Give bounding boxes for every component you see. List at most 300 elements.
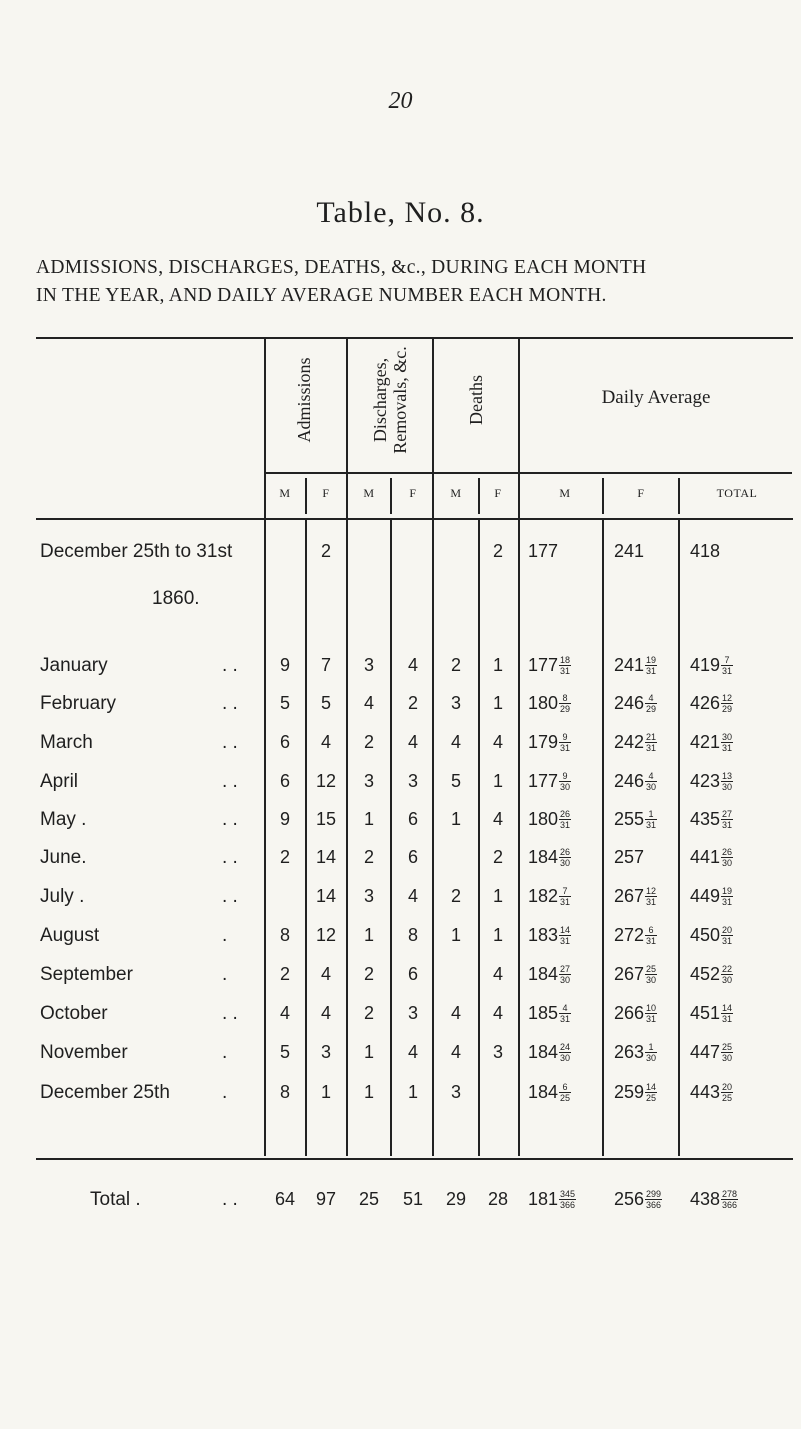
fraction <box>559 847 571 868</box>
denominator: 31 <box>646 665 657 676</box>
denominator: 30 <box>560 974 571 985</box>
row-label: April <box>40 771 79 792</box>
cell-dea-m: 5 <box>450 771 462 791</box>
subhead-deaths-f: F <box>494 486 502 500</box>
whole-part: 246 <box>614 770 645 791</box>
cell-dea-f: 4 <box>492 964 504 984</box>
denominator: 30 <box>722 857 733 868</box>
fraction <box>721 655 733 676</box>
row-label: May . <box>40 809 87 830</box>
denominator: 31 <box>560 819 571 830</box>
whole-part: 418 <box>690 540 721 561</box>
fraction <box>645 1189 662 1210</box>
cell-dea-m: 3 <box>450 693 462 713</box>
whole-part: 438 <box>690 1188 721 1209</box>
fraction <box>559 925 571 946</box>
subhead-daily-m: M <box>559 486 571 500</box>
numerator: 19 <box>646 654 657 665</box>
cell-dea-m: 4 <box>450 1003 462 1023</box>
fraction <box>721 1189 738 1210</box>
numerator: 26 <box>560 808 571 819</box>
row-label: June. <box>40 847 87 868</box>
header-deaths: Deaths <box>466 375 486 425</box>
cell-adm-m: 4 <box>279 1003 291 1023</box>
numerator: 4 <box>645 771 657 782</box>
whole-part: 256 <box>614 1188 645 1209</box>
numerator: 1 <box>645 809 657 820</box>
cell-adm-f: 14 <box>315 886 337 906</box>
whole-part: 450 <box>690 924 721 945</box>
fraction <box>559 693 571 714</box>
avg-t-cell <box>690 1002 733 1024</box>
avg-m-cell <box>528 692 571 714</box>
cell-adm-m: 9 <box>279 809 291 829</box>
row-label: July . <box>40 886 85 907</box>
fraction <box>645 1082 657 1103</box>
denominator: 30 <box>560 857 571 868</box>
avg-m-cell <box>528 885 571 907</box>
whole-part: 184 <box>528 846 559 867</box>
fraction <box>559 1042 571 1063</box>
rule-body-1 <box>264 520 266 1156</box>
header-discharges: Discharges, Removals, &c. <box>370 346 410 454</box>
fraction <box>559 886 571 907</box>
row-leader-dots: . <box>222 964 228 985</box>
row-leader-dots: . . <box>222 655 238 676</box>
denominator: 31 <box>646 896 657 907</box>
cell-dis-f: 3 <box>407 771 419 791</box>
denominator: 25 <box>560 1092 571 1103</box>
numerator: 18 <box>560 654 571 665</box>
row-label: February <box>40 693 117 714</box>
subhead-discharges-f: F <box>409 486 417 500</box>
whole-part: 443 <box>690 1081 721 1102</box>
denominator: 31 <box>722 896 733 907</box>
denominator: 25 <box>722 1092 733 1103</box>
cell-dis-f: 6 <box>407 809 419 829</box>
avg-m-cell <box>528 540 558 562</box>
rule-body-9 <box>678 520 680 1156</box>
denominator: 31 <box>560 665 571 676</box>
cell-dea-m: 2 <box>450 655 462 675</box>
cell-dea-f: 1 <box>492 655 504 675</box>
avg-t-cell <box>690 540 720 562</box>
cell-dea-f: 1 <box>492 771 504 791</box>
numerator: 1 <box>645 1042 657 1053</box>
denominator: 29 <box>646 703 657 714</box>
numerator: 7 <box>559 886 571 897</box>
cell-dea-f: 3 <box>492 1042 504 1062</box>
subhead-daily-f: F <box>637 486 645 500</box>
numerator: 20 <box>722 924 733 935</box>
denominator: 366 <box>646 1199 662 1210</box>
cell-adm-m: 9 <box>279 655 291 675</box>
fraction <box>721 847 733 868</box>
page-number: 20 <box>388 88 413 114</box>
numerator: 26 <box>560 846 571 857</box>
row-leader-dots: . <box>222 925 228 946</box>
denominator: 30 <box>560 781 571 792</box>
cell-adm-f: 12 <box>315 771 337 791</box>
rule-sub-dea <box>478 478 480 514</box>
fraction <box>645 771 657 792</box>
fraction <box>645 1003 657 1024</box>
avg-m-cell <box>528 1002 571 1024</box>
fraction <box>559 1003 571 1024</box>
whole-part: 241 <box>614 654 645 675</box>
row-label: January <box>40 655 108 676</box>
numerator: 299 <box>646 1188 662 1199</box>
cell-adm-m: 2 <box>279 847 291 867</box>
subhead-admissions-f: F <box>322 486 330 500</box>
numerator: 278 <box>722 1188 738 1199</box>
avg-t-cell <box>690 924 733 946</box>
denominator: 30 <box>722 974 733 985</box>
whole-part: 452 <box>690 963 721 984</box>
total-avg_f-cell <box>614 1188 662 1210</box>
cell-adm-m: 5 <box>279 1042 291 1062</box>
denominator: 29 <box>560 703 571 714</box>
denominator: 29 <box>722 703 733 714</box>
cell-adm-f: 14 <box>315 847 337 867</box>
numerator: 14 <box>560 924 571 935</box>
cell-adm-f: 5 <box>320 693 332 713</box>
fraction <box>559 1082 571 1103</box>
denominator: 30 <box>646 781 657 792</box>
cell-dis-m: 2 <box>363 1003 375 1023</box>
cell-dea-f: 4 <box>492 809 504 829</box>
cell-dea-f: 1 <box>492 693 504 713</box>
cell-adm-f: 3 <box>320 1042 332 1062</box>
denominator: 366 <box>722 1199 738 1210</box>
denominator: 31 <box>646 742 657 753</box>
rule-body-2 <box>305 520 307 1156</box>
whole-part: 266 <box>614 1002 645 1023</box>
numerator: 25 <box>722 1041 733 1052</box>
cell-dea-m: 1 <box>450 925 462 945</box>
total-avg_t-cell <box>690 1188 738 1210</box>
total-adm-f: 97 <box>315 1189 337 1209</box>
whole-part: 451 <box>690 1002 721 1023</box>
cell-adm-m: 8 <box>279 925 291 945</box>
whole-part: 242 <box>614 731 645 752</box>
fraction <box>721 771 733 792</box>
avg-f-cell <box>614 1002 657 1024</box>
whole-part: 177 <box>528 540 559 561</box>
numerator: 9 <box>559 771 571 782</box>
cell-dis-m: 1 <box>363 1042 375 1062</box>
avg-m-cell <box>528 924 571 946</box>
denominator: 25 <box>646 1092 657 1103</box>
avg-f-cell <box>614 846 644 868</box>
row-label: March <box>40 732 93 753</box>
whole-part: 272 <box>614 924 645 945</box>
fraction <box>645 925 657 946</box>
avg-t-cell <box>690 1081 733 1103</box>
avg-f-cell <box>614 808 657 830</box>
avg-t-cell <box>690 654 733 676</box>
avg-f-cell <box>614 963 657 985</box>
cell-dis-f: 4 <box>407 886 419 906</box>
numerator: 24 <box>560 1041 571 1052</box>
numerator: 19 <box>722 885 733 896</box>
cell-adm-f: 2 <box>320 541 332 561</box>
denominator: 30 <box>722 1052 733 1063</box>
denominator: 30 <box>722 781 733 792</box>
fraction <box>645 964 657 985</box>
numerator: 7 <box>721 655 733 666</box>
whole-part: 449 <box>690 885 721 906</box>
subhead-deaths-m: M <box>450 486 462 500</box>
avg-f-cell <box>614 770 657 792</box>
whole-part: 447 <box>690 1041 721 1062</box>
avg-m-cell <box>528 846 571 868</box>
numerator: 27 <box>560 963 571 974</box>
numerator: 13 <box>722 770 733 781</box>
cell-dis-m: 2 <box>363 847 375 867</box>
avg-t-cell <box>690 770 733 792</box>
whole-part: 421 <box>690 731 721 752</box>
table-subtitle-line-2: IN THE YEAR, AND DAILY AVERAGE NUMBER EACH MONTH. <box>36 285 607 306</box>
cell-dea-f: 2 <box>492 541 504 561</box>
cell-dis-m: 2 <box>363 732 375 752</box>
rule-sub-adm <box>305 478 307 514</box>
fraction <box>559 964 571 985</box>
table-title: Table, No. 8. <box>316 196 485 229</box>
cell-dis-f: 1 <box>407 1082 419 1102</box>
total-label: Total . <box>90 1189 141 1210</box>
whole-part: 441 <box>690 846 721 867</box>
cell-adm-m: 8 <box>279 1082 291 1102</box>
cell-adm-f: 7 <box>320 655 332 675</box>
cell-dea-f: 4 <box>492 1003 504 1023</box>
rule-header-bottom <box>264 472 792 474</box>
numerator: 10 <box>646 1002 657 1013</box>
cell-adm-f: 4 <box>320 1003 332 1023</box>
cell-dea-m: 2 <box>450 886 462 906</box>
cell-dis-m: 4 <box>363 693 375 713</box>
numerator: 26 <box>722 846 733 857</box>
cell-dis-m: 2 <box>363 964 375 984</box>
fraction <box>559 655 571 676</box>
rule-body-3 <box>346 520 348 1156</box>
rule-col-admissions-left <box>264 338 266 518</box>
denominator: 31 <box>722 819 733 830</box>
whole-part: 181 <box>528 1188 559 1209</box>
row-label-year: 1860. <box>152 588 200 609</box>
fraction <box>645 693 657 714</box>
rule-col-daily-left <box>518 338 520 518</box>
row-label: September <box>40 964 133 985</box>
numerator: 4 <box>559 1003 571 1014</box>
fraction <box>645 1042 657 1063</box>
row-label: December 25th to 31st <box>40 541 233 562</box>
fraction <box>559 1189 576 1210</box>
numerator: 14 <box>722 1002 733 1013</box>
table-subtitle-line-1: ADMISSIONS, DISCHARGES, DEATHS, &c., DURING EACH MONTH <box>36 257 647 278</box>
whole-part: 255 <box>614 808 645 829</box>
whole-part: 180 <box>528 692 559 713</box>
numerator: 21 <box>646 731 657 742</box>
avg-f-cell <box>614 654 657 676</box>
cell-adm-f: 4 <box>320 964 332 984</box>
rule-body-8 <box>602 520 604 1156</box>
cell-dis-m: 3 <box>363 886 375 906</box>
rule-col-deaths-left <box>432 338 434 518</box>
cell-dis-m: 1 <box>363 925 375 945</box>
rule-body-4 <box>390 520 392 1156</box>
cell-dea-m: 3 <box>450 1082 462 1102</box>
cell-dis-m: 1 <box>363 809 375 829</box>
fraction <box>559 771 571 792</box>
cell-dea-f: 4 <box>492 732 504 752</box>
header-admissions: Admissions <box>294 357 314 443</box>
cell-adm-f: 12 <box>315 925 337 945</box>
cell-dis-f: 8 <box>407 925 419 945</box>
avg-t-cell <box>690 692 733 714</box>
whole-part: 423 <box>690 770 721 791</box>
avg-f-cell <box>614 540 644 562</box>
avg-t-cell <box>690 731 733 753</box>
avg-m-cell <box>528 1081 571 1103</box>
numerator: 20 <box>722 1081 733 1092</box>
denominator: 31 <box>722 1013 733 1024</box>
avg-t-cell <box>690 1041 733 1063</box>
row-leader-dots: . . <box>222 693 238 714</box>
avg-f-cell <box>614 1081 657 1103</box>
rule-sub-avg-ft <box>678 478 680 514</box>
whole-part: 241 <box>614 540 645 561</box>
whole-part: 267 <box>614 963 645 984</box>
rule-body-5 <box>432 520 434 1156</box>
total-dea-f: 28 <box>487 1189 509 1209</box>
cell-dea-f: 1 <box>492 925 504 945</box>
denominator: 366 <box>560 1199 576 1210</box>
whole-part: 180 <box>528 808 559 829</box>
subhead-discharges-m: M <box>363 486 375 500</box>
numerator: 14 <box>646 1081 657 1092</box>
cell-dis-m: 3 <box>363 771 375 791</box>
avg-f-cell <box>614 692 657 714</box>
total-dis-f: 51 <box>402 1189 424 1209</box>
numerator: 8 <box>559 693 571 704</box>
cell-dea-f: 2 <box>492 847 504 867</box>
row-leader-dots: . <box>222 1042 228 1063</box>
cell-dea-m: 4 <box>450 732 462 752</box>
cell-adm-f: 1 <box>320 1082 332 1102</box>
avg-f-cell <box>614 731 657 753</box>
denominator: 31 <box>722 665 733 676</box>
cell-adm-m: 2 <box>279 964 291 984</box>
cell-adm-m: 5 <box>279 693 291 713</box>
cell-adm-m: 6 <box>279 771 291 791</box>
cell-adm-f: 4 <box>320 732 332 752</box>
numerator: 12 <box>646 885 657 896</box>
avg-f-cell <box>614 1041 657 1063</box>
cell-dis-f: 4 <box>407 732 419 752</box>
avg-m-cell <box>528 731 571 753</box>
row-label: October <box>40 1003 108 1024</box>
whole-part: 185 <box>528 1002 559 1023</box>
rule-body-6 <box>478 520 480 1156</box>
cell-dis-f: 2 <box>407 693 419 713</box>
fraction <box>721 693 733 714</box>
whole-part: 177 <box>528 770 559 791</box>
cell-dis-f: 4 <box>407 1042 419 1062</box>
fraction <box>721 1082 733 1103</box>
row-label: November <box>40 1042 128 1063</box>
whole-part: 184 <box>528 1041 559 1062</box>
rule-sub-avg-mf <box>602 478 604 514</box>
rule-bottom <box>36 1158 793 1160</box>
avg-m-cell <box>528 654 571 676</box>
rule-sub-dis <box>390 478 392 514</box>
row-label: December 25th <box>40 1082 170 1103</box>
whole-part: 182 <box>528 885 559 906</box>
cell-dis-f: 3 <box>407 1003 419 1023</box>
row-leader-dots: . . <box>222 886 238 907</box>
cell-dea-m: 1 <box>450 809 462 829</box>
fraction <box>721 886 733 907</box>
fraction <box>645 809 657 830</box>
fraction <box>559 732 571 753</box>
denominator: 30 <box>646 974 657 985</box>
whole-part: 426 <box>690 692 721 713</box>
numerator: 25 <box>646 963 657 974</box>
cell-dea-f: 1 <box>492 886 504 906</box>
row-leader-dots: . . <box>222 847 238 868</box>
denominator: 31 <box>646 819 657 830</box>
fraction <box>645 655 657 676</box>
denominator: 30 <box>646 1052 657 1063</box>
row-leader-dots: . . <box>222 1003 238 1024</box>
row-leader-dots: . . <box>222 809 238 830</box>
row-leader-dots: . . <box>222 732 238 753</box>
fraction <box>645 886 657 907</box>
total-dea-m: 29 <box>445 1189 467 1209</box>
whole-part: 419 <box>690 654 721 675</box>
rule-col-discharges-left <box>346 338 348 518</box>
numerator: 345 <box>560 1188 576 1199</box>
whole-part: 183 <box>528 924 559 945</box>
fraction <box>721 732 733 753</box>
numerator: 22 <box>722 963 733 974</box>
cell-dis-m: 1 <box>363 1082 375 1102</box>
numerator: 12 <box>722 692 733 703</box>
denominator: 31 <box>646 1013 657 1024</box>
fraction <box>559 809 571 830</box>
total-adm-m: 64 <box>274 1189 296 1209</box>
denominator: 31 <box>646 935 657 946</box>
fraction <box>721 809 733 830</box>
numerator: 4 <box>645 693 657 704</box>
cell-dis-m: 3 <box>363 655 375 675</box>
whole-part: 179 <box>528 731 559 752</box>
rule-top <box>36 337 793 339</box>
cell-dis-f: 6 <box>407 847 419 867</box>
denominator: 31 <box>722 742 733 753</box>
cell-dis-f: 6 <box>407 964 419 984</box>
denominator: 31 <box>560 1013 571 1024</box>
row-label: August <box>40 925 100 946</box>
avg-f-cell <box>614 924 657 946</box>
whole-part: 267 <box>614 885 645 906</box>
fraction <box>721 964 733 985</box>
fraction <box>721 925 733 946</box>
cell-dea-m: 4 <box>450 1042 462 1062</box>
fraction <box>721 1042 733 1063</box>
denominator: 31 <box>560 896 571 907</box>
